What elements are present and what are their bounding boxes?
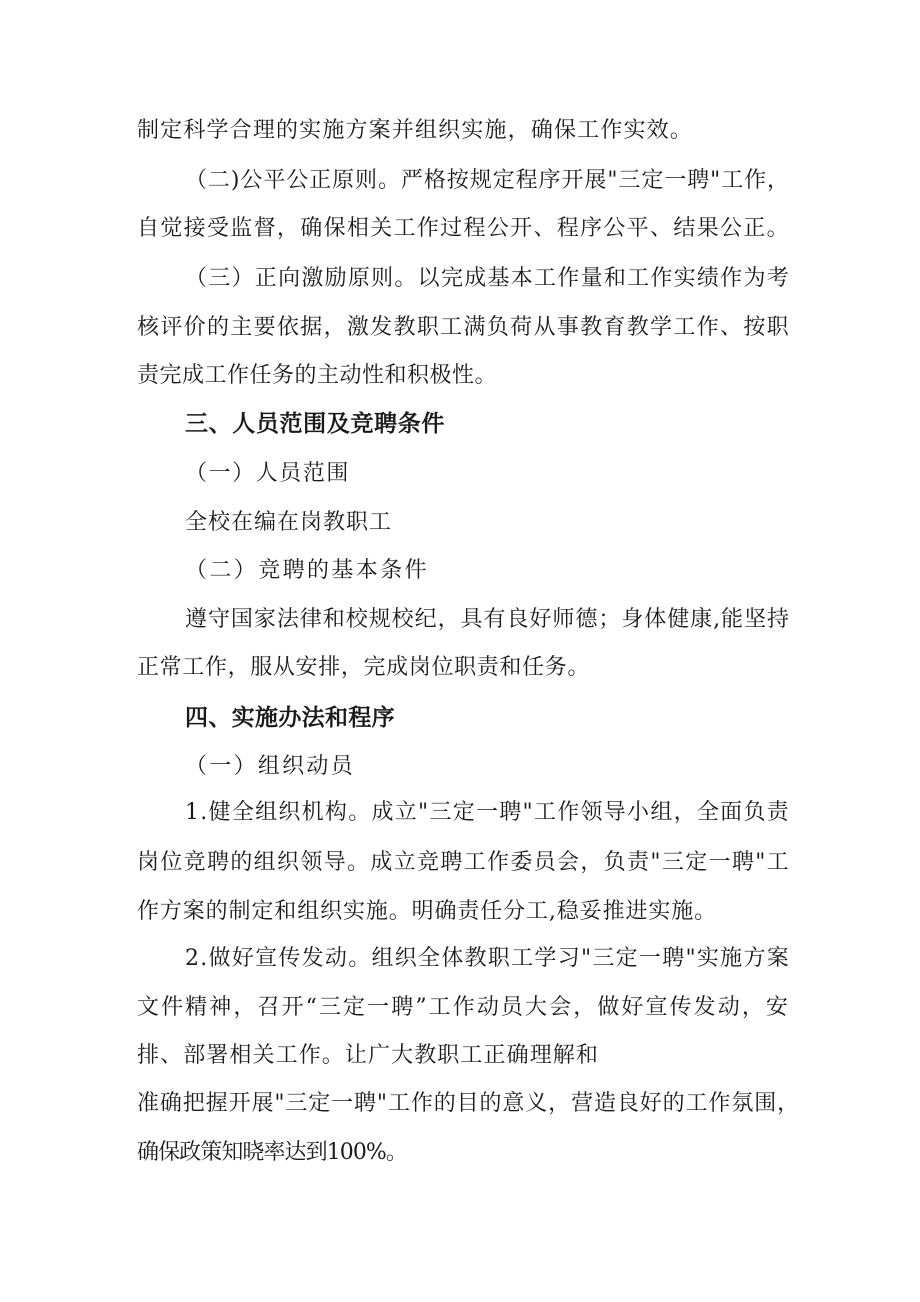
text-line: 核评价的主要依据，激发教职工满负荷从事教育教学工作、按职 (137, 315, 790, 340)
text-line: 责完成工作任务的主动性和积极性。 (137, 363, 497, 388)
text-line: 作方案的制定和组织实施。明确责任分工,稳妥推进实施。 (137, 899, 717, 924)
section-heading: 三、人员范围及竞聘条件 (185, 411, 445, 437)
paragraph-line: （三）正向激励原则。以完成基本工作量和工作实绩作为考 (185, 266, 790, 291)
text-line: 排、部署相关工作。让广大教职工正确理解和 (137, 1043, 599, 1068)
subheading: （一）组织动员 (185, 754, 355, 779)
subheading: （一）人员范围 (185, 461, 350, 486)
text-line: 全校在编在岗教职工 (185, 510, 392, 535)
text-line: 准确把握开展"三定一聘"工作的目的意义，营造良好的工作氛围， (137, 1091, 800, 1116)
paragraph-line: 1.健全组织机构。成立"三定一聘"工作领导小组，全面负责 (185, 800, 790, 825)
section-heading: 四、实施办法和程序 (185, 705, 395, 731)
text-line: 制定科学合理的实施方案并组织实施，确保工作实效。 (137, 118, 693, 143)
text-line: 确保政策知晓率达到100%。 (137, 1140, 407, 1165)
text-line: 正常工作，服从安排，完成岗位职责和任务。 (137, 655, 590, 680)
text-line: 岗位竞聘的组织领导。成立竞聘工作委员会，负责"三定一聘"工 (137, 850, 790, 875)
paragraph-line: 2.做好宣传发动。组织全体教职工学习"三定一聘"实施方案 (185, 946, 790, 971)
paragraph-line: （二)公平公正原则。严格按规定程序开展"三定一聘"工作， (185, 168, 790, 193)
text-line: 自觉接受监督，确保相关工作过程公开、程序公平、结果公正。 (137, 216, 790, 241)
text-line: 文件精神，召开“三定一聘”工作动员大会，做好宣传发动，安 (137, 995, 790, 1020)
paragraph-line: 遵守国家法律和校规校纪，具有良好师德；身体健康,能坚持 (185, 607, 790, 632)
subheading: （二）竞聘的基本条件 (185, 558, 429, 583)
